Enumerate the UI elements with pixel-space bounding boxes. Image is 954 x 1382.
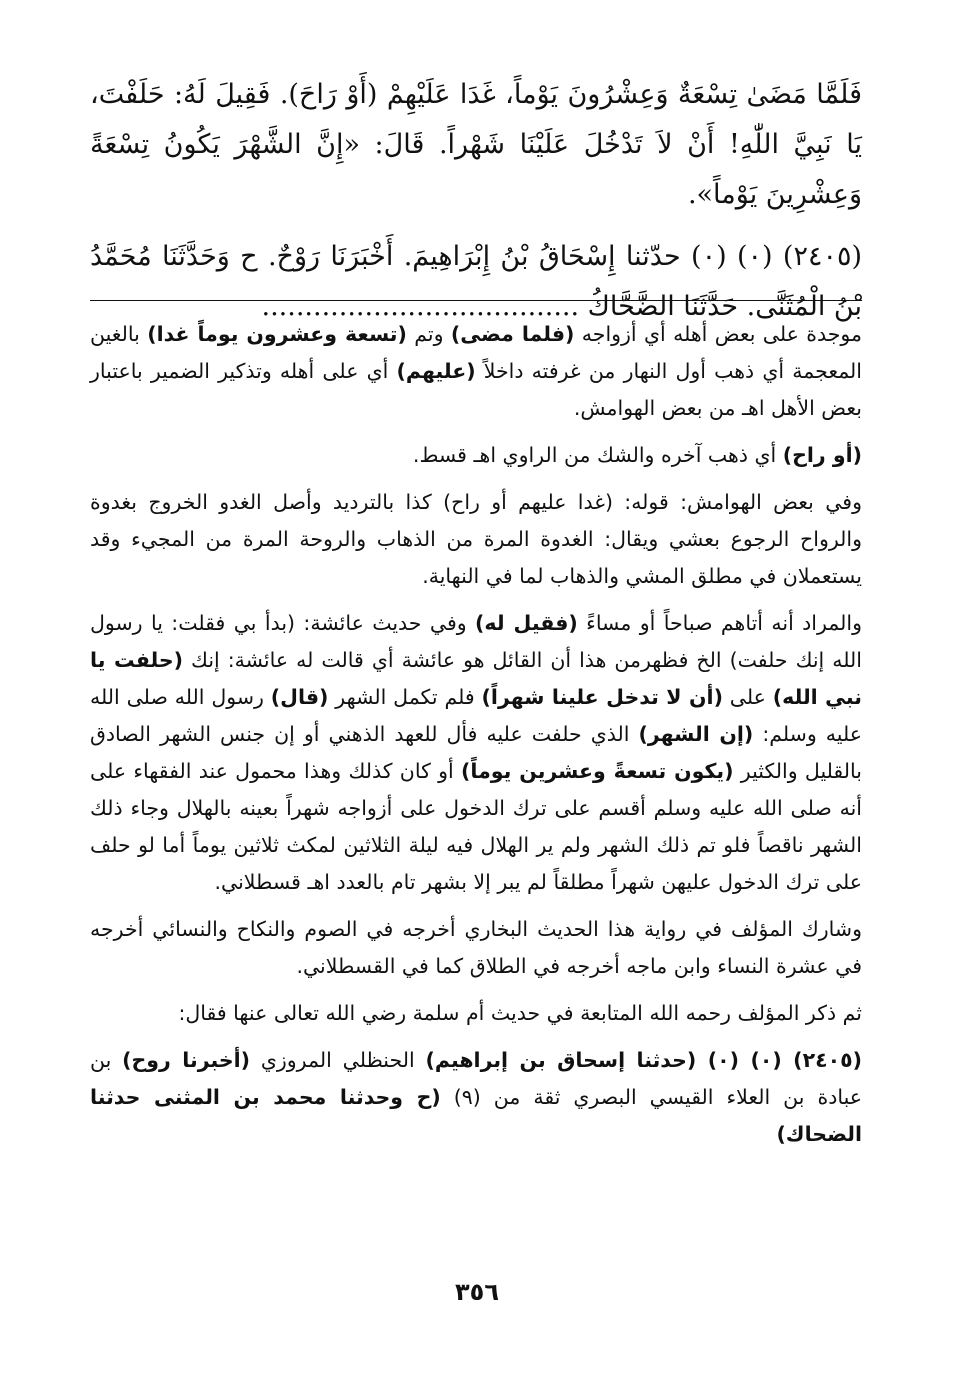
- commentary-paragraph-3: وفي بعض الهوامش: قوله: (غدا عليهم أو راح) كذا بالترديد وأصل الغدو الخروج بغدوة والرواح الرجوع بعشي ويقال: الغدوة المرة من الذهاب والروحة المرة من المجيء وقد يستعملان في مطلق المشي والذهاب لما في النهاية.: [90, 490, 862, 588]
- hadith-text: [90, 70, 862, 344]
- page-number: ٣٥٦: [455, 1278, 499, 1306]
- hadith-paragraph-2: (٢٤٠٥) (٠) (٠) حدّثنا إِسْحَاقُ بْنُ إِبْرَاهِيمَ. أَخْبَرَنَا رَوْحٌ. ح وَحَدَّثَنَا مُحَمَّدُ بْنُ الْمُثَنَّى. حَدَّثَنَا الضَّحَّاكُ .....................................: [90, 241, 862, 322]
- commentary-paragraph-2: (أو راح) أي ذهب آخره والشك من الراوي اهـ قسط.: [412, 443, 862, 467]
- commentary-paragraph-6: ثم ذكر المؤلف رحمه الله المتابعة في حديث أم سلمة رضي الله تعالى عنها فقال:: [178, 1001, 862, 1025]
- hadith-paragraph-1: فَلَمَّا مَضَىٰ تِسْعَةٌ وَعِشْرُونَ يَوْماً، غَدَا عَلَيْهِمْ (أَوْ رَاحَ). فَقِيلَ لَهُ: حَلَفْتَ، يَا نَبِيَّ اللّٰهِ! أَنْ لاَ تَدْخُلَ عَلَيْنَا شَهْراً. قَالَ: «إِنَّ الشَّهْرَ يَكُونُ تِسْعَةً وَعِشْرِينَ يَوْماً».: [90, 79, 862, 210]
- commentary-paragraph-7: (٢٤٠٥) (٠) (٠) (حدثنا إسحاق بن إبراهيم) الحنظلي المروزي (أخبرنا روح) بن عبادة بن العلاء القيسي البصري ثقة من (٩) (ح وحدثنا محمد بن المثنى حدثنا الضحاك): [90, 1048, 862, 1146]
- commentary-paragraph-1: موجدة على بعض أهله أي أزواجه (فلما مضى) وتم (تسعة وعشرون يوماً غدا) بالغين المعجمة أي ذهب أول النهار من غرفته داخلاً (عليهم) أي على أهله وتذكير الضمير باعتبار بعض الأهل اهـ من بعض الهوامش.: [90, 322, 862, 420]
- commentary-paragraph-5: وشارك المؤلف في رواية هذا الحديث البخاري أخرجه في الصوم والنكاح والنسائي أخرجه في عشرة النساء وابن ماجه أخرجه في الطلاق كما في القسطلاني.: [90, 917, 862, 978]
- commentary: [90, 316, 862, 1163]
- footnote-divider: [90, 300, 862, 301]
- commentary-paragraph-4: والمراد أنه أتاهم صباحاً أو مساءً (فقيل له) وفي حديث عائشة: (بدأ بي فقلت: يا رسول الله إنك حلفت) الخ فظهرمن هذا أن القائل هو عائشة أي قالت له عائشة: إنك (حلفت يا نبي الله) على (أن لا تدخل علينا شهراً) فلم تكمل الشهر (قال) رسول الله صلى الله عليه وسلم: (إن الشهر) الذي حلفت عليه فأل للعهد الذهني أو إن جنس الشهر الصادق بالقليل والكثير (يكون تسعةً وعشرين يوماً) أو كان كذلك وهذا محمول عند الفقهاء على أنه صلى الله عليه وسلم أقسم على ترك الدخول على أزواجه شهراً بعينه بالهلال وجاء ذلك الشهر ناقصاً فلو تم ذلك الشهر ولم ير الهلال فيه ليلة الثلاثين لمكث ثلاثين يوماً أما لو حلف على ترك الدخول عليهن شهراً مطلقاً لم يبر إلا بشهر تام بالعدد اهـ قسطلاني.: [90, 611, 862, 894]
